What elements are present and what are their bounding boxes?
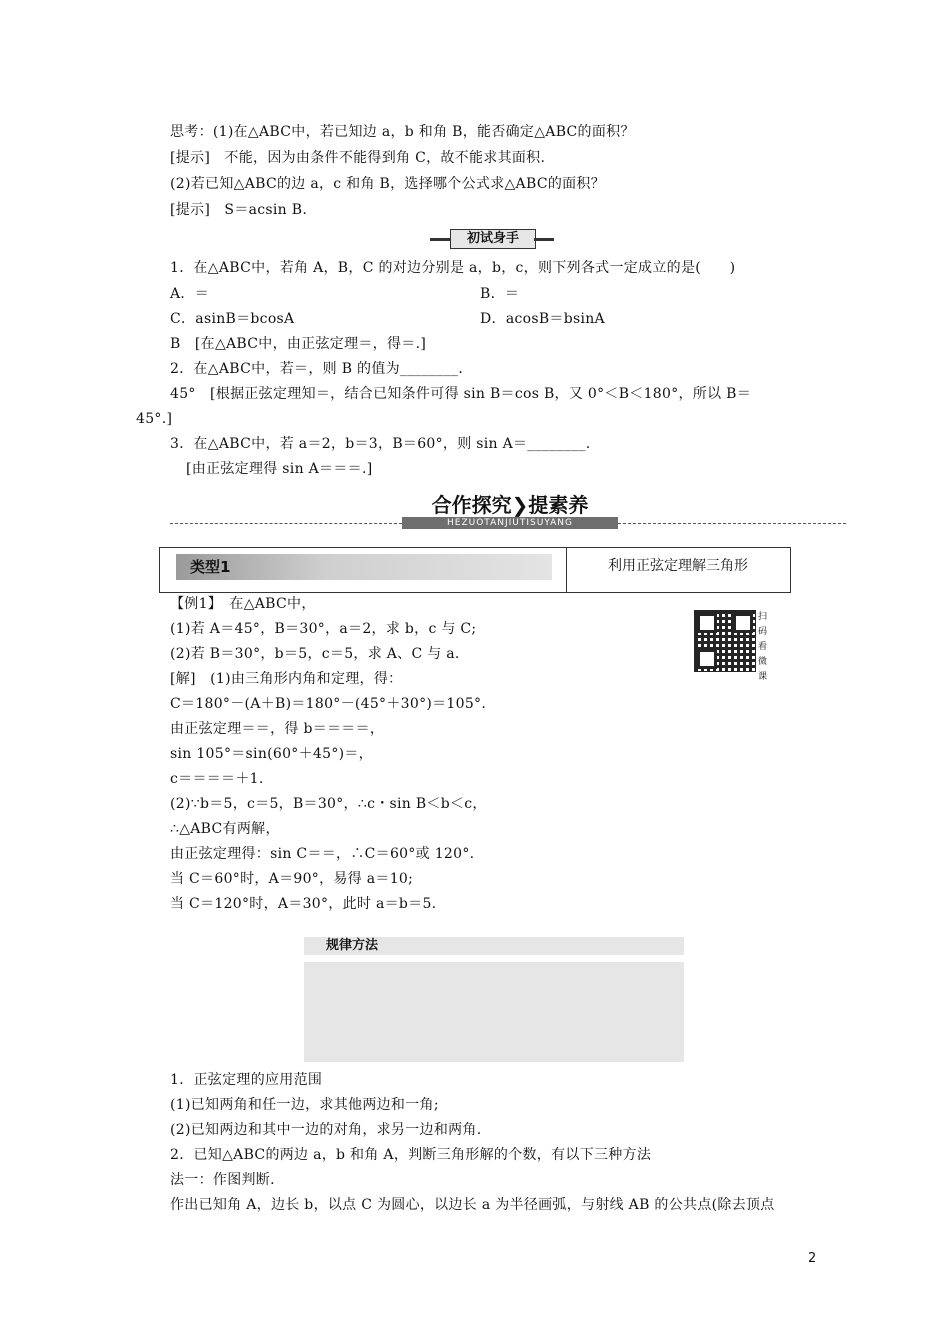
rule-line-4: 2．已知△ABC的两边 a，b 和角 A，判断三角形解的个数，有以下三种方法 [170, 1147, 652, 1163]
trial-banner-label: 初试身手 [450, 229, 536, 249]
trial-option-a: A．＝ [170, 286, 210, 302]
method-title: 规律方法 [326, 938, 379, 953]
qr-label: 扫码看微课 [758, 612, 768, 682]
qr-code[interactable] [694, 610, 756, 672]
section-divider-right [618, 523, 846, 524]
trial-option-d: D．acosB＝bsinA [480, 311, 605, 327]
solution-line-4: sin 105°＝sin(60°＋45°)＝， [170, 746, 373, 762]
method-body [304, 962, 684, 1062]
type-1-title: 利用正弦定理解三角形 [608, 558, 748, 574]
trial-answer-2-line-2: 45°.] [136, 411, 173, 427]
trial-answer-3: [由正弦定理得 sin A＝＝＝.] [186, 461, 373, 477]
solution-line-7: ∴△ABC有两解， [170, 821, 280, 837]
section-header [170, 493, 846, 531]
rule-line-6: 作出已知角 A，边长 b，以点 C 为圆心，以边长 a 为半径画弧，与射线 AB 的公共点(除去顶点 [170, 1197, 775, 1213]
section-subtitle: HEZUOTANJIUTISUYANG [402, 517, 618, 529]
section-title: 合作探究❯提素养 [431, 493, 589, 517]
example-question-2: (2)若 B＝30°，b＝5，c＝5，求 A、C 与 a. [170, 646, 460, 662]
think-question-1: 思考：(1)在△ABC中，若已知边 a，b 和角 B，能否确定△ABC的面积？ [170, 124, 635, 140]
solution-line-8: 由正弦定理得：sin C＝＝，∴C＝60°或 120°. [170, 846, 475, 862]
example-intro: 【例1】 在△ABC中， [170, 596, 316, 612]
solution-line-10: 当 C＝120°时，A＝30°，此时 a＝b＝5. [170, 896, 437, 912]
section-divider-left [170, 523, 402, 524]
solution-line-9: 当 C＝60°时，A＝90°，易得 a＝10; [170, 871, 414, 887]
think-question-2: (2)若已知△ABC的边 a，c 和角 B，选择哪个公式求△ABC的面积？ [170, 176, 606, 192]
trial-problem-2: 2．在△ABC中，若＝，则 B 的值为________． [170, 361, 473, 377]
think-hint-1: [提示] 不能，因为由条件不能得到角 C，故不能求其面积. [170, 150, 546, 166]
page-number: 2 [808, 1251, 817, 1266]
rule-line-3: (2)已知两边和其中一边的对角，求另一边和两角. [170, 1122, 482, 1138]
rule-line-2: (1)已知两角和任一边，求其他两边和一角; [170, 1097, 439, 1113]
solution-line-6: (2)∵b＝5，c＝5，B＝30°，∴c・sin B＜b＜c， [170, 796, 487, 812]
method-header [304, 937, 684, 955]
solution-line-1: [解] (1)由三角形内角和定理，得： [170, 671, 403, 687]
solution-line-5: c＝＝＝＝＋1. [170, 771, 264, 787]
think-hint-2: [提示] S＝acsin B. [170, 202, 308, 218]
trial-answer-2-line-1: 45° [根据正弦定理知＝，结合已知条件可得 sin B＝cos B，又 0°＜B＜180°，所以 B＝ [170, 386, 752, 402]
rule-line-1: 1．正弦定理的应用范围 [170, 1072, 323, 1088]
trial-banner [430, 229, 554, 249]
rule-line-5: 法一：作图判断. [170, 1172, 275, 1188]
solution-line-3: 由正弦定理＝＝，得 b＝＝＝＝， [170, 721, 385, 737]
trial-problem-3: 3．在△ABC中，若 a＝2，b＝3，B＝60°，则 sin A＝________. [170, 436, 591, 452]
type-1-tag: 类型1 [190, 558, 231, 576]
trial-answer-1: B [在△ABC中，由正弦定理＝，得＝.] [170, 336, 427, 352]
solution-line-2: C＝180°－(A＋B)＝180°－(45°＋30°)＝105°. [170, 696, 487, 712]
example-question-1: (1)若 A＝45°，B＝30°，a＝2，求 b，c 与 C; [170, 621, 477, 637]
type-1-box [159, 547, 791, 593]
trial-option-b: B．＝ [480, 286, 520, 302]
trial-option-c: C．asinB＝bcosA [170, 311, 295, 327]
trial-problem-1: 1．在△ABC中，若角 A，B，C 的对边分别是 a，b，c，则下列各式一定成立的是( ) [170, 260, 736, 276]
